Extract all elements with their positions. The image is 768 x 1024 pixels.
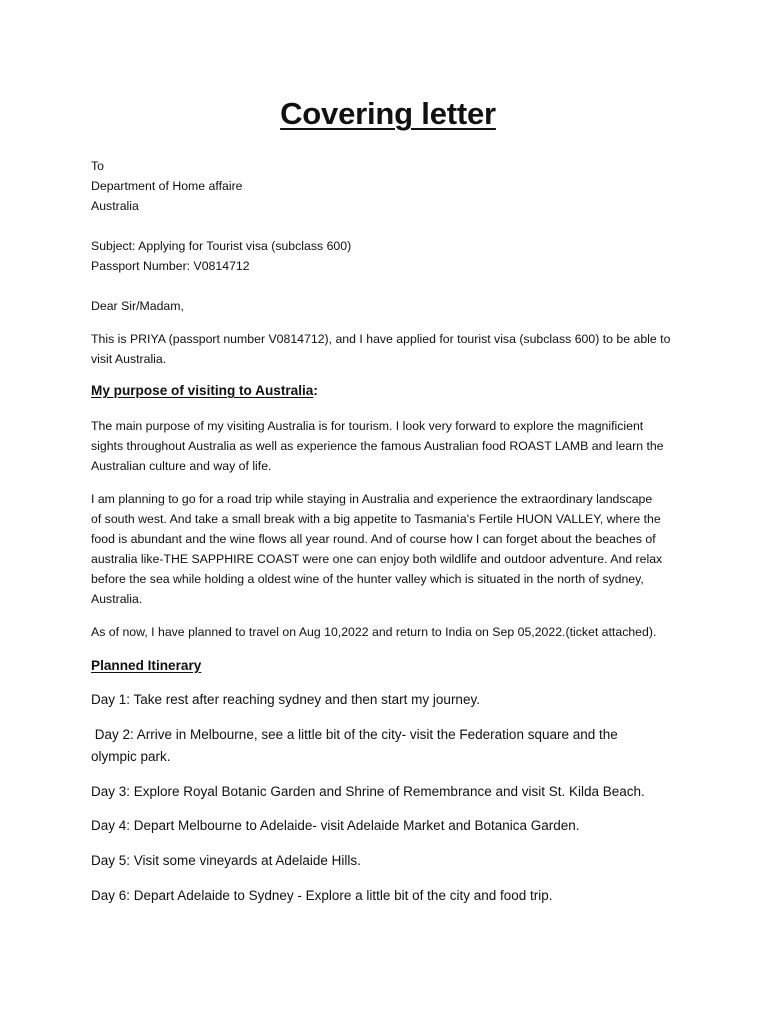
subject-line: Subject: Applying for Tourist visa (subclass 600) bbox=[91, 239, 352, 253]
purpose-heading bbox=[91, 381, 318, 401]
itinerary-day-2-line: olympic park. bbox=[91, 749, 171, 764]
purpose-paragraph-line: The main purpose of my visiting Australia is for tourism. I look very forward to explore the magnificient bbox=[91, 419, 644, 433]
recipient-country: Australia bbox=[91, 199, 139, 213]
roadtrip-paragraph-line: australia like-THE SAPPHIRE COAST were one can enjoy both wildlife and outdoor adventure. And relax bbox=[91, 552, 663, 566]
passport-line: Passport Number: V0814712 bbox=[91, 259, 250, 273]
roadtrip-paragraph-line: Australia. bbox=[91, 592, 143, 606]
recipient-to: To bbox=[91, 159, 104, 173]
roadtrip-paragraph-line: before the sea while holding a oldest wine of the hunter valley which is situated in the north of sydney, bbox=[91, 572, 644, 586]
intro-line: visit Australia. bbox=[91, 352, 167, 366]
salutation: Dear Sir/Madam, bbox=[91, 299, 184, 313]
roadtrip-paragraph-line: food is abundant and the wine flows all year round. And of course how I can forget about the beaches of bbox=[91, 532, 656, 546]
purpose-paragraph-line: sights throughout Australia as well as experience the famous Australian food ROAST LAMB and learn the bbox=[91, 439, 664, 453]
purpose-heading-text: My purpose of visiting to Australia bbox=[91, 383, 314, 398]
itinerary-day-3: Day 3: Explore Royal Botanic Garden and Shrine of Remembrance and visit St. Kilda Beach. bbox=[91, 784, 645, 799]
purpose-heading-colon: : bbox=[313, 383, 318, 398]
itinerary-day-6: Day 6: Depart Adelaide to Sydney - Explore a little bit of the city and food trip. bbox=[91, 888, 553, 903]
purpose-paragraph-line: Australian culture and way of life. bbox=[91, 459, 272, 473]
itinerary-day-4: Day 4: Depart Melbourne to Adelaide- visit Adelaide Market and Botanica Garden. bbox=[91, 818, 580, 833]
roadtrip-paragraph-line: of south west. And take a small break with a big appetite to Tasmania's Fertile HUON VALLEY, where the bbox=[91, 512, 661, 526]
travel-dates: As of now, I have planned to travel on Aug 10,2022 and return to India on Sep 05,2022.(ticket attached). bbox=[91, 625, 657, 639]
roadtrip-paragraph-line: I am planning to go for a road trip while staying in Australia and experience the extraordinary landscape bbox=[91, 492, 653, 506]
itinerary-day-2-line: Day 2: Arrive in Melbourne, see a little bit of the city- visit the Federation square and the bbox=[91, 727, 618, 742]
intro-line: This is PRIYA (passport number V0814712), and I have applied for tourist visa (subclass 600) to be able to bbox=[91, 332, 671, 346]
recipient-department: Department of Home affaire bbox=[91, 179, 243, 193]
itinerary-day-5: Day 5: Visit some vineyards at Adelaide Hills. bbox=[91, 853, 361, 868]
itinerary-day-1: Day 1: Take rest after reaching sydney and then start my journey. bbox=[91, 692, 480, 707]
letter-title: Covering letter bbox=[280, 96, 496, 131]
itinerary-heading: Planned Itinerary bbox=[91, 658, 202, 673]
